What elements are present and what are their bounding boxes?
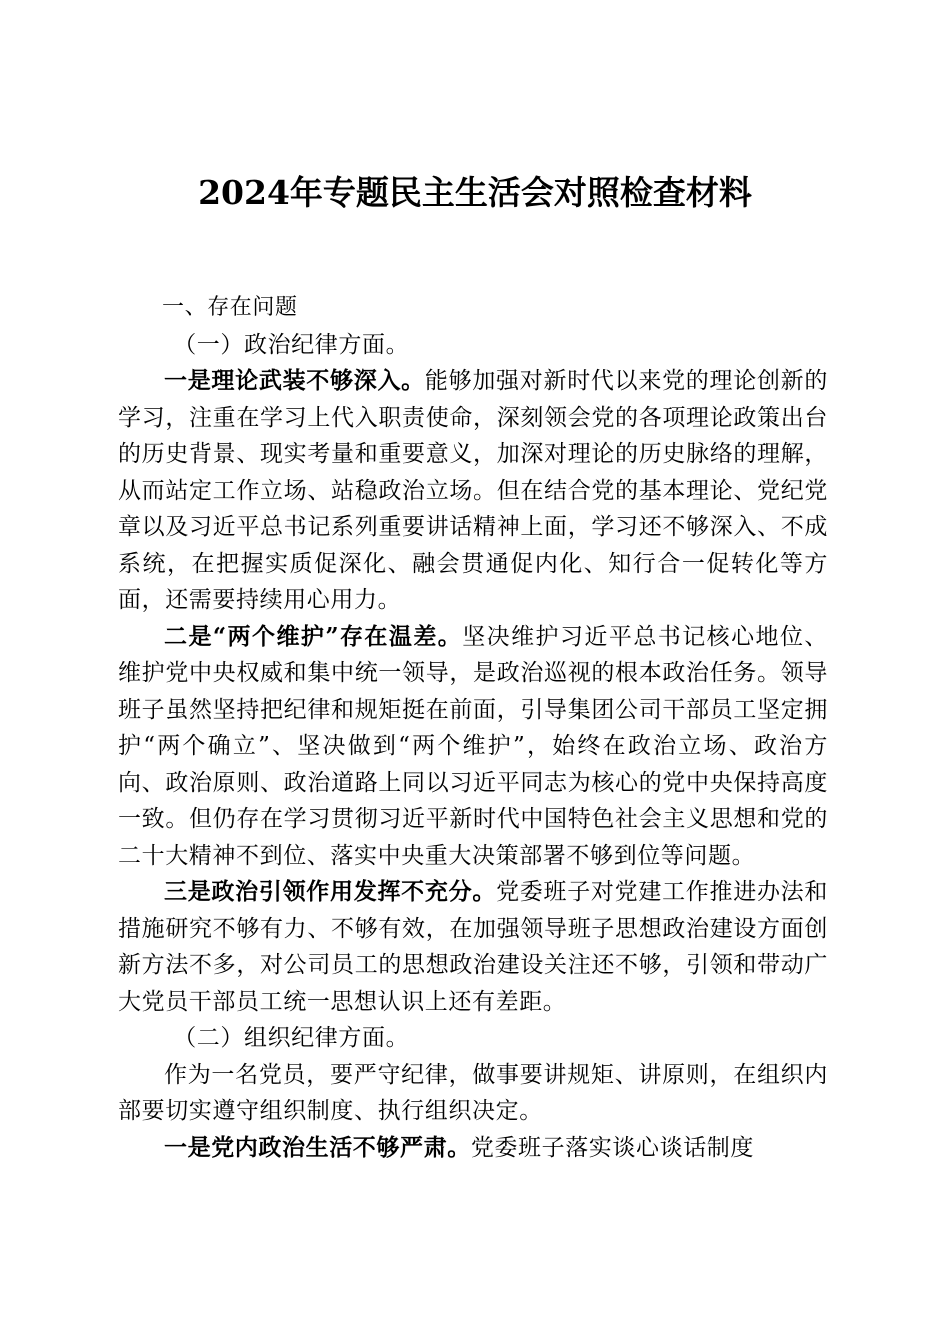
subsection-heading: （二）组织纪律方面。 <box>173 1025 410 1051</box>
document-body <box>118 290 828 1166</box>
paragraph-lead: 二是“两个维护”存在温差。 <box>164 622 463 650</box>
paragraph-text: 作为一名党员，要严守纪律，做事要讲规矩、讲原则，在组织内部要切实遵守组织制度、执行组织决定。 <box>118 1061 828 1124</box>
paragraph <box>118 363 828 619</box>
paragraph-lead: 一是理论武装不够深入。 <box>164 367 425 394</box>
paragraph-text: 能够加强对新时代以来党的理论创新的学习，注重在学习上代入职责使命，深刻领会党的各项理论政策出台的历史背景、现实考量和重要意义，加深对理论的历史脉络的理解，从而站定工作立场、站稳政治立场。但在结合党的基本理论、党纪党章以及习近平总书记系列重要讲话精神上面，学习还不够深入、不成系统，在把握实质促深化、融会贯通促内化、知行合一促转化等方面，还需要持续用心用力。 <box>118 368 828 613</box>
paragraph <box>118 619 828 875</box>
document-title: 2024年专题民主生活会对照检查材料 <box>198 173 752 212</box>
paragraph-text: 党委班子落实谈心谈话制度 <box>470 1134 755 1161</box>
paragraph <box>118 1057 828 1130</box>
paragraph <box>118 874 828 1020</box>
paragraph-text: 党委班子对党建工作推进办法和措施研究不够有力、不够有效，在加强领导班子思想政治建设方面创新方法不多，对公司员工的思想政治建设关注还不够，引领和带动广大党员干部员工统一思想认识上还有差距。 <box>118 879 828 1015</box>
paragraph-lead: 一是党内政治生活不够严肃。 <box>164 1133 471 1161</box>
paragraph-text: 坚决维护习近平总书记核心地位、维护党中央权威和集中统一领导，是政治巡视的根本政治任务。领导班子虽然坚持把纪律和规矩挺在前面，引导集团公司干部员工坚定拥护“两个确立”、坚决做到“两个维护”，始终在政治立场、政治方向、政治原则、政治道路上同以习近平同志为核心的党中央保持高度一致。但仍存在学习贯彻习近平新时代中国特色社会主义思想和党的二十大精神不到位、落实中央重大决策部署不够到位等问题。 <box>118 623 829 869</box>
paragraph <box>118 1130 828 1167</box>
subsection-heading: （一）政治纪律方面。 <box>173 331 410 358</box>
section-heading: 一、存在问题 <box>162 295 298 320</box>
paragraph-lead: 三是政治引领作用发挥不充分。 <box>164 878 497 905</box>
